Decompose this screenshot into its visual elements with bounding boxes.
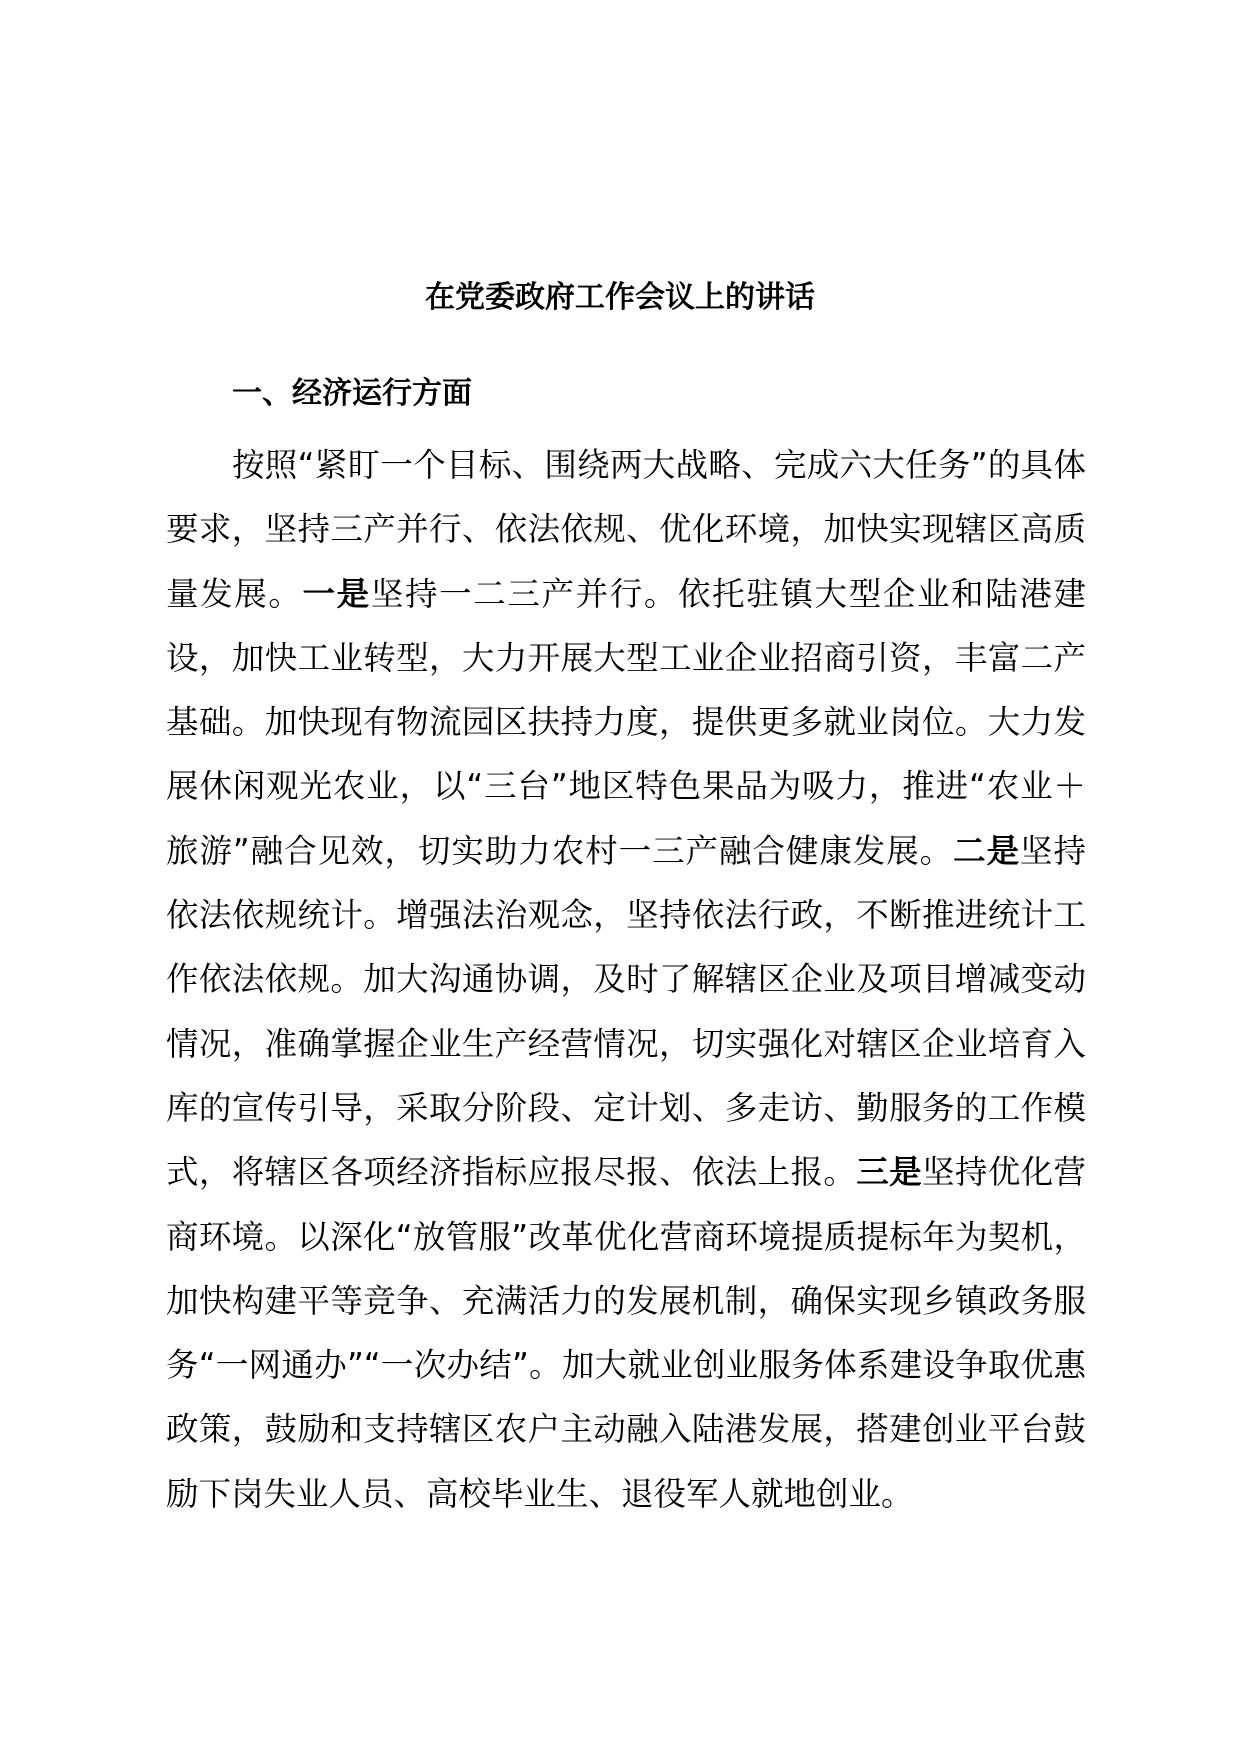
point-marker-2: 二是 bbox=[953, 831, 1021, 870]
body-paragraph bbox=[166, 433, 1086, 1526]
paragraph-text-3: 坚持依法依规统计。增强法治观念，坚持依法行政，不断推进统计工作依法依规。加大沟通协调，及时了解辖区企业及项目增减变动情况，准确掌握企业生产经营情况，切实强化对辖区企业培育入库的宣传引导，采取分阶段、定计划、多走访、勤服务的工作模式，将辖区各项经济指标应报尽报、依法上报。 bbox=[166, 831, 1086, 1192]
point-marker-1: 一是 bbox=[302, 574, 371, 613]
point-marker-3: 三是 bbox=[856, 1153, 922, 1192]
paragraph-text-2: 坚持一二三产并行。依托驻镇大型企业和陆港建设，加快工业转型，大力开展大型工业企业招商引资，丰富二产基础。加快现有物流园区扶持力度，提供更多就业岗位。大力发展休闲观光农业，以“三台”地区特色果品为吸力，推进“农业＋旅游”融合见效，切实助力农村一三产融合健康发展。 bbox=[166, 574, 1086, 870]
section-heading: 一、经济运行方面 bbox=[232, 376, 472, 411]
document-title: 在党委政府工作会议上的讲话 bbox=[425, 280, 815, 315]
paragraph-text-1: 按照“紧盯一个目标、围绕两大战略、完成六大任务”的具体要求，坚持三产并行、依法依规、优化环境，加快实现辖区高质量发展。 bbox=[166, 446, 1086, 613]
paragraph-text-4: 坚持优化营商环境。以深化“放管服”改革优化营商环境提质提标年为契机，加快构建平等竞争、充满活力的发展机制，确保实现乡镇政务服务“一网通办”“一次办结”。加大就业创业服务体系建设争取优惠政策，鼓励和支持辖区农户主动融入陆港发展，搭建创业平台鼓励下岗失业人员、高校毕业生、退役军人就地创业。 bbox=[166, 1153, 1086, 1513]
